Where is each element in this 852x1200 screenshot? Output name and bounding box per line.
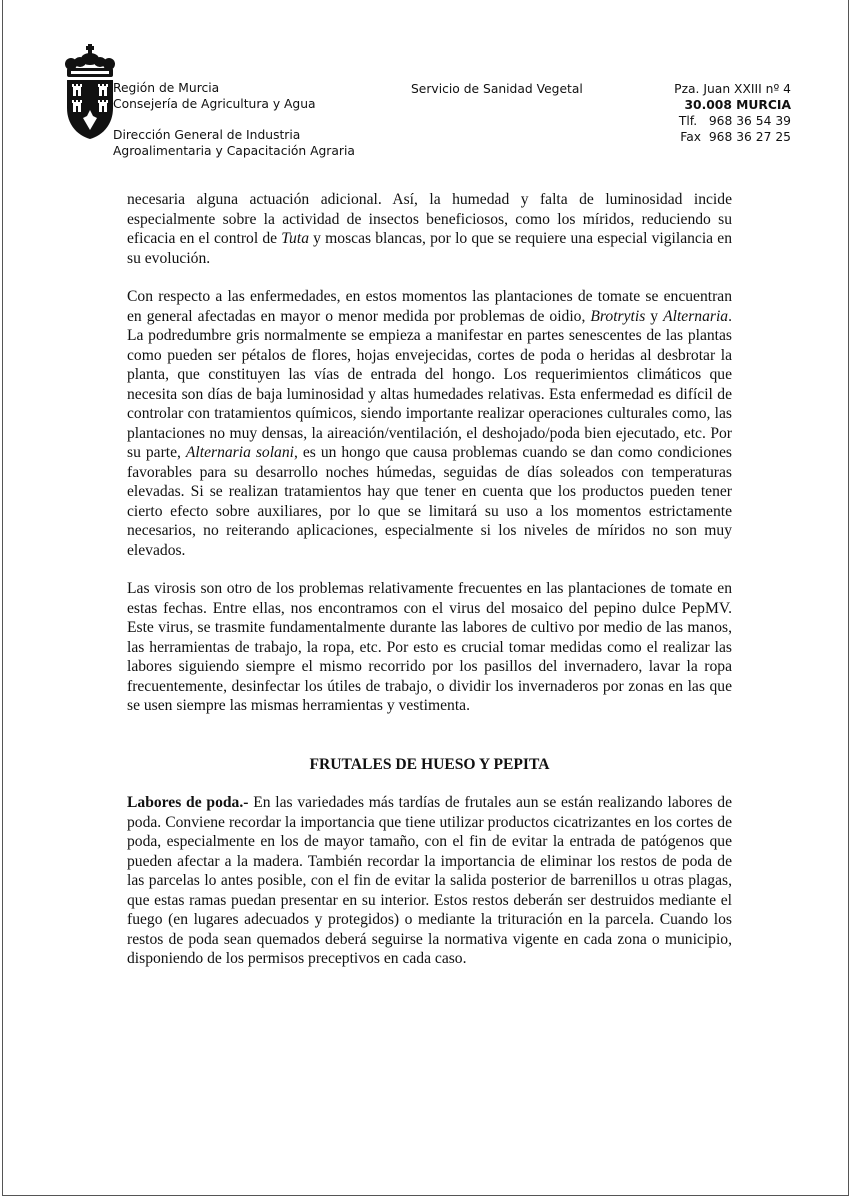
paragraph-2: Con respecto a las enfermedades, en estos momentos las plantaciones de tomate se encuentran en general afectadas en mayor o menor medida por problemas de oidio, Brotrytis y Alternaria. La podredumbre gris normalmente se empieza a manifestar en partes senescentes de las plantas como pueden ser pétalos de flores, hojas envejecidas, cortes de poda o heridas al desbrotar la planta, que constituyen las vías de entrada del hongo. Los requerimientos climáticos que necesita son días de baja luminosidad y altas humedades relativas. Esta enfermedad es difícil de controlar con tratamientos químicos, siendo importante realizar operaciones culturales como, las plantaciones no muy densas, la aireación/ventilación, el deshojado/poda bien ejecutado, etc. Por su parte, Alternaria solani, es un hongo que causa problemas cuando se dan como condiciones favorables para su desarrollo noches húmedas, seguidas de días soleados con temperaturas elevadas. Si se realizan tratamientos hay que tener en cuenta que los productos pueden tener cierto efecto sobre auxiliares, por lo que se limitará su uso a los momentos estrictamente necesarios, no reiterando aplicaciones, especialmente si los niveles de míridos no son muy elevados. [127,288,732,559]
header-organization [113,80,403,159]
section-title: FRUTALES DE HUESO Y PEPITA [309,755,550,773]
header-phone: Tlf. 968 36 54 39 [678,114,791,128]
header-directorate-cont: Agroalimentaria y Capacitación Agraria [113,144,355,158]
header-service: Servicio de Sanidad Vegetal [411,82,583,96]
paragraph-lead: Labores de poda.- [127,794,249,811]
paragraph-3: Las virosis son otro de los problemas relativamente frecuentes en las plantaciones de tomate en estas fechas. Entre ellas, nos encontramos con el virus del mosaico del pepino dulce PepMV. Este virus, se trasmite fundamentalmente durante las labores de cultivo por medio de las manos, las herramientas de trabajo, la ropa, etc. Por esto es crucial tomar medidas como el realizar las labores siguiendo siempre el mismo recorrido por los pasillos del invernadero, lavar la ropa frecuentemente, desinfectar los útiles de trabajo, o dividir los invernaderos por zonas en las que se usen siempre las mismas herramientas y vestimenta. [127,580,732,714]
header-fax: Fax 968 36 27 25 [680,130,791,144]
header-directorate: Dirección General de Industria [113,128,301,142]
document-page [2,0,849,1196]
paragraph-1: necesaria alguna actuación adicional. Así, la humedad y falta de luminosidad incide especialmente sobre la actividad de insectos beneficiosos, como los míridos, reduciendo su eficacia en el control de Tuta y moscas blancas, por lo que se requiere una especial vigilancia en su evolución. [127,191,732,267]
header-city: 30.008 MURCIA [684,98,791,112]
region-crest-icon [63,44,117,140]
header-region: Región de Murcia [113,81,220,95]
header-department: Consejería de Agricultura y Agua [113,97,316,111]
document-body [127,190,732,988]
header-contact [623,81,791,145]
header-address: Pza. Juan XXIII nº 4 [674,82,791,96]
paragraph-4: Labores de poda.- En las variedades más tardías de frutales aun se están realizando labores de poda. Conviene recordar la importancia que tiene utilizar productos cicatrizantes en los cortes de poda, especialmente en los de mayor tamaño, con el fin de evitar la entrada de patógenos que pueden afectar a la madera. También recordar la importancia de eliminar los restos de poda de las parcelas lo antes posible, con el fin de evitar la salida posterior de barrenillos u otras plagas, que estas ramas puedan presentar en su interior. Estos restos deberán ser destruidos mediante el fuego (en lugares adecuados y protegidos) o mediante la trituración en la parcela. Cuando los restos de poda sean quemados deberá seguirse la normativa vigente en cada zona o municipio, disponiendo de los permisos preceptivos en cada caso. [127,794,732,967]
